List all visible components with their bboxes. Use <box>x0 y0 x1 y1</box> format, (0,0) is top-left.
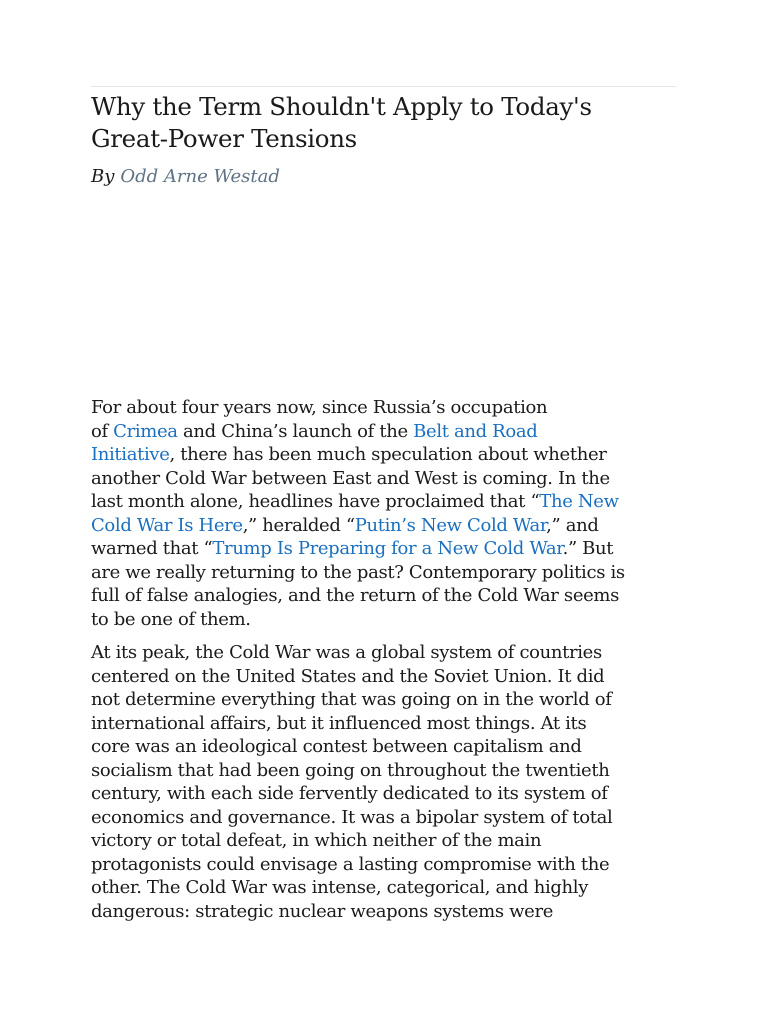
article-body <box>91 396 681 933</box>
text-line: dangerous: strategic nuclear weapons systems were <box>91 900 554 922</box>
text: are we really returning to the past? Contemporary politics is <box>91 561 625 583</box>
title-line: Why the Term Shouldn't Apply to Today's <box>91 92 592 121</box>
text-line: economics and governance. It was a bipolar system of total <box>91 806 613 828</box>
text-line: centered on the United States and the Soviet Union. It did <box>91 665 605 687</box>
title-line: Great-Power Tensions <box>91 124 357 153</box>
text-line: core was an ideological contest between capitalism and <box>91 736 582 757</box>
text: another Cold War between East and West is coming. In the <box>91 467 610 489</box>
text-line: protagonists could envisage a lasting compromise with the <box>91 853 610 875</box>
text-line <box>91 514 681 538</box>
text: .” But <box>562 538 614 559</box>
text: warned that “ <box>91 538 213 559</box>
text-line <box>91 608 681 632</box>
byline <box>91 164 280 190</box>
text-line <box>91 561 681 585</box>
putins-new-cold-war-link[interactable]: Putin’s New Cold War <box>354 514 547 536</box>
paragraph-2 <box>91 641 681 923</box>
text: of <box>91 420 114 442</box>
text-line <box>91 420 681 444</box>
text-line <box>91 584 681 608</box>
text-line <box>91 467 681 491</box>
text: ,” heralded “ <box>242 514 355 536</box>
text: full of false analogies, and the return of the Cold War seems <box>91 585 620 606</box>
text-line: international affairs, but it influenced most things. At its <box>91 712 587 734</box>
belt-and-road-link[interactable]: Initiative <box>91 444 170 465</box>
crimea-link[interactable]: Crimea <box>113 420 178 442</box>
belt-and-road-link[interactable]: Belt and Road <box>413 420 538 442</box>
text: to be one of them. <box>91 608 251 630</box>
text-line <box>91 537 681 561</box>
author-link[interactable]: Odd Arne Westad <box>120 166 280 187</box>
top-divider <box>91 86 676 87</box>
new-cold-war-is-here-link[interactable]: The New <box>539 491 619 512</box>
text-line <box>91 396 681 420</box>
text-line <box>91 490 681 514</box>
text: , there has been much speculation about whether <box>169 444 607 465</box>
new-cold-war-is-here-link[interactable]: Cold War Is Here <box>91 514 243 536</box>
text: For about four years now, since Russia’s occupation <box>91 397 548 418</box>
text-line: century, with each side fervently dedicated to its system of <box>91 783 608 804</box>
text-line: other. The Cold War was intense, categorical, and highly <box>91 877 589 898</box>
text-line: victory or total defeat, in which neither of the main <box>91 830 542 851</box>
text-line: socialism that had been going on throughout the twentieth <box>91 759 610 781</box>
text-line <box>91 443 681 467</box>
trump-new-cold-war-link[interactable]: Trump Is Preparing for a New Cold War <box>212 538 563 559</box>
article-title <box>91 91 691 155</box>
text-line: not determine everything that was going on in the world of <box>91 689 612 710</box>
text: last month alone, headlines have proclaimed that “ <box>91 491 540 512</box>
text: ,” and <box>546 514 599 536</box>
paragraph-1 <box>91 396 681 631</box>
text-line: At its peak, the Cold War was a global system of countries <box>91 642 602 663</box>
byline-prefix: By <box>91 166 115 187</box>
text: and China’s launch of the <box>177 420 414 442</box>
